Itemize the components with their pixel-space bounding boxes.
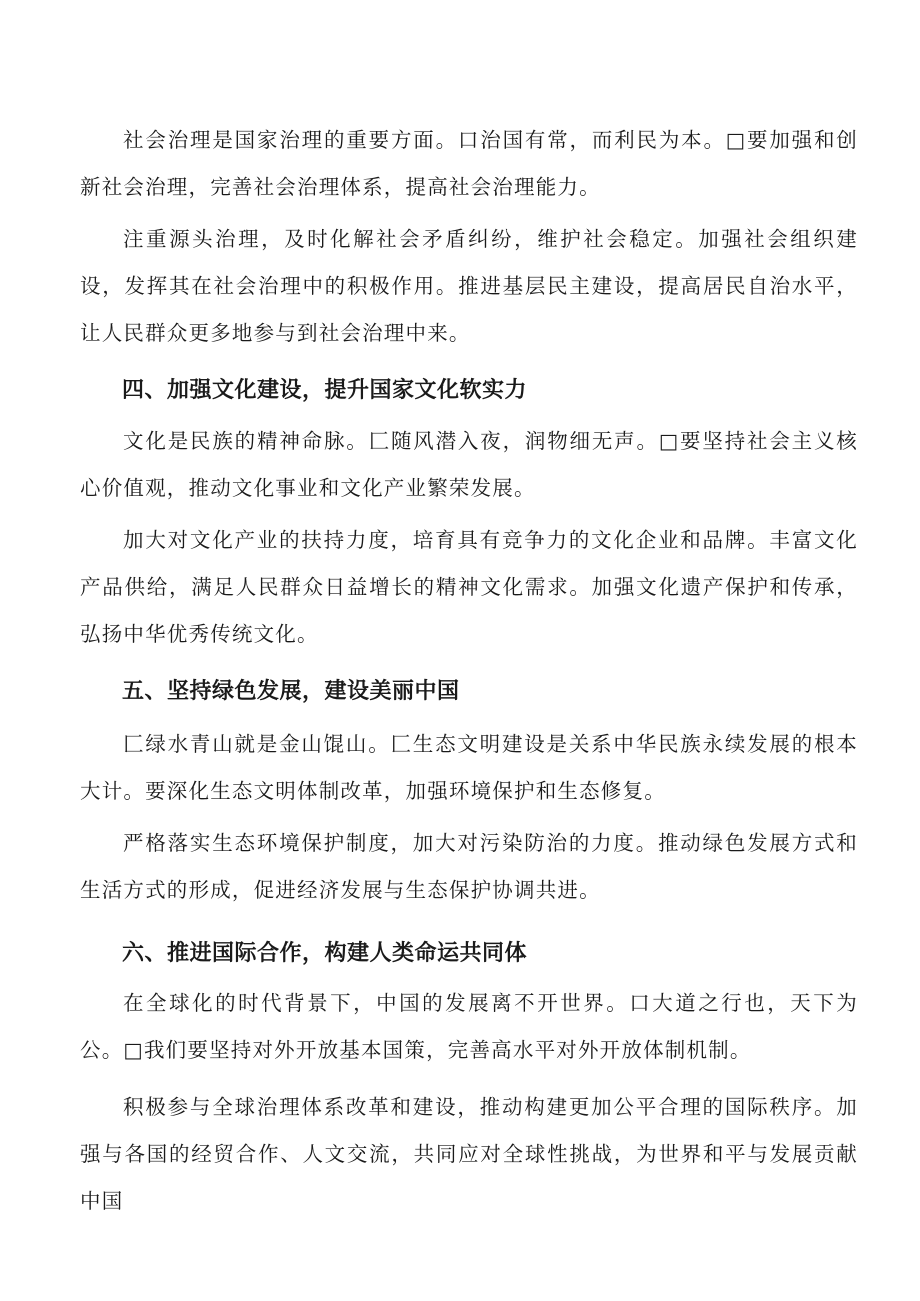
paragraph-eco-protection: 严格落实生态环境保护制度，加大对污染防治的力度。推动绿色发展方式和生活方式的形成，促进经济发展与生态保护协调共进。: [80, 831, 858, 902]
paragraph-social-governance: 社会治理是国家治理的重要方面。口治国有常，而利民为本。□要加强和创新社会治理，完善社会治理体系，提高社会治理能力。: [80, 128, 858, 199]
section-heading-culture: 四、加强文化建设，提升国家文化软实力: [122, 378, 528, 403]
section-heading-green: 五、坚持绿色发展，建设美丽中国: [122, 679, 460, 704]
paragraph-globalization: 在全球化的时代背景下，中国的发展离不开世界。口大道之行也，天下为公。□我们要坚持对外开放基本国策，完善高水平对外开放体制机制。: [80, 991, 858, 1062]
paragraph-green-mountains: 匚绿水青山就是金山馄山。匚生态文明建设是关系中华民族永续发展的根本大计。要深化生态文明体制改革，加强环境保护和生态修复。: [80, 732, 858, 803]
paragraph-culture-lifeline: 文化是民族的精神命脉。匚随风潜入夜，润物细无声。□要坚持社会主义核心价值观，推动文化事业和文化产业繁荣发展。: [80, 429, 858, 500]
paragraph-global-governance: 积极参与全球治理体系改革和建设，推动构建更加公平合理的国际秩序。加强与各国的经贸合作、人文交流，共同应对全球性挑战，为世界和平与发展贡献中国: [80, 1095, 858, 1213]
paragraph-source-governance: 注重源头治理，及时化解社会矛盾纠纷，维护社会稳定。加强社会组织建设，发挥其在社会治理中的积极作用。推进基层民主建设，提高居民自治水平，让人民群众更多地参与到社会治理中来。: [80, 227, 858, 345]
paragraph-culture-industry: 加大对文化产业的扶持力度，培育具有竞争力的文化企业和品牌。丰富文化产品供给，满足人民群众日益增长的精神文化需求。加强文化遗产保护和传承，弘扬中华优秀传统文化。: [80, 528, 858, 646]
section-heading-international: 六、推进国际合作，构建人类命运共同体: [122, 941, 528, 966]
